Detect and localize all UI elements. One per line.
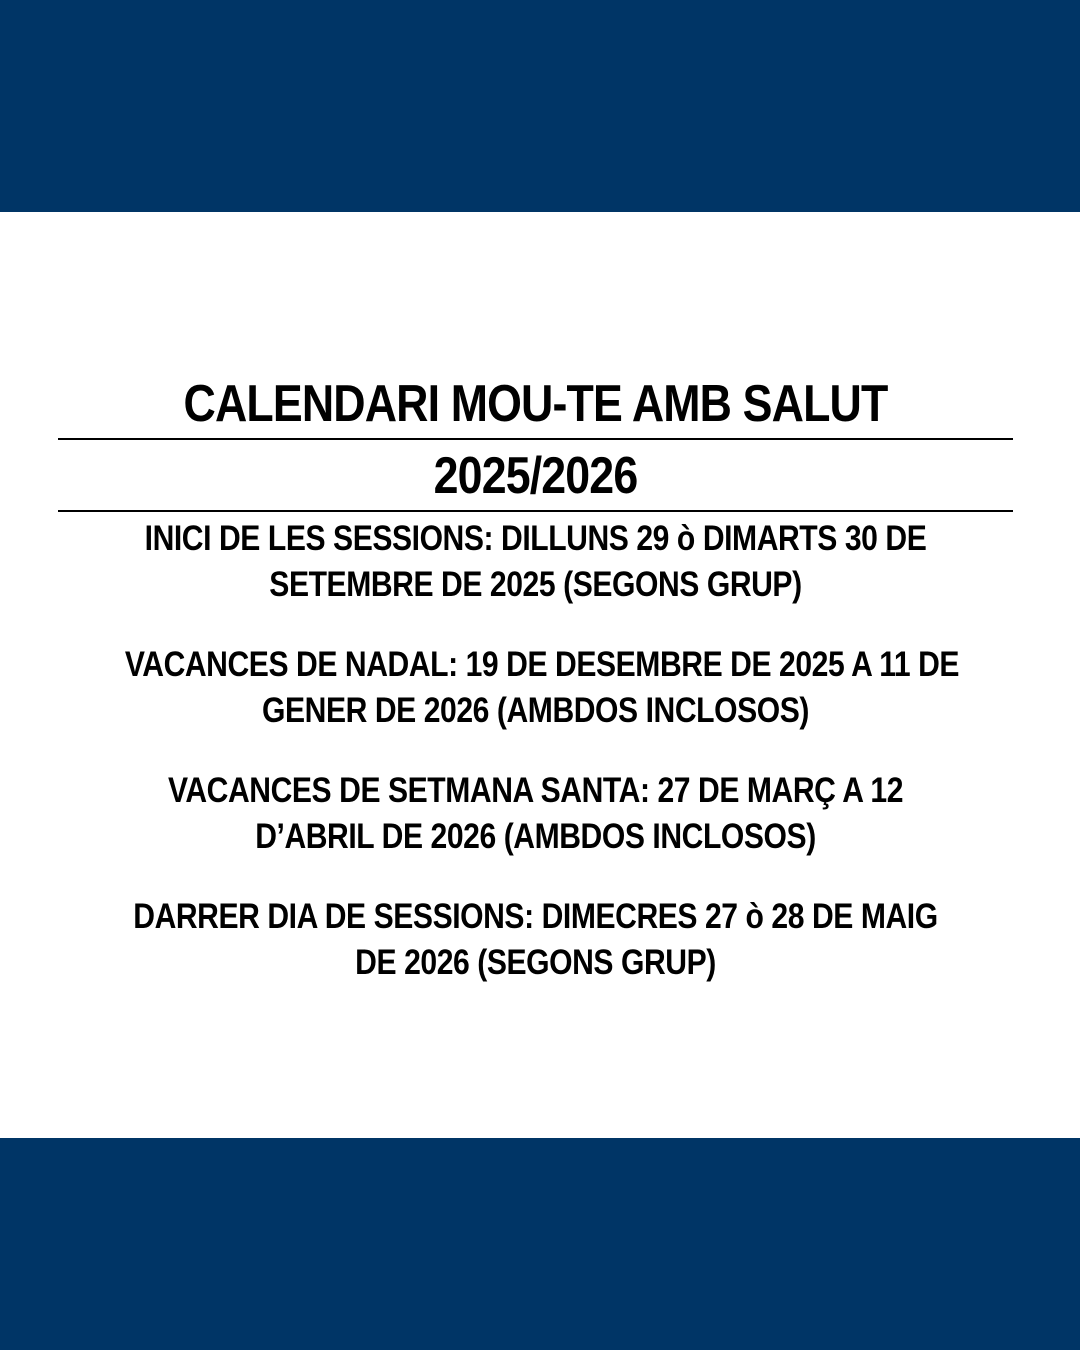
- top-banner: [0, 0, 1080, 212]
- christmas-holidays-item: [58, 642, 1013, 734]
- calendar-content: [58, 372, 1013, 986]
- session-start-line-1: INICI DE LES SESSIONS: DILLUNS 29 ò DIMARTS 30 DE: [144, 519, 927, 558]
- year-divider: [58, 510, 1013, 512]
- christmas-holidays-line-2: GENER DE 2026 (AMBDOS INCLOSOS): [262, 691, 809, 730]
- easter-holidays-line-1: VACANCES DE SETMANA SANTA: 27 DE MARÇ A 12: [167, 771, 904, 810]
- easter-holidays-item: [58, 768, 1013, 860]
- last-session-item: [58, 894, 1013, 986]
- last-session-line-1: DARRER DIA DE SESSIONS: DIMECRES 27 ò 28 DE MAIG: [133, 897, 938, 936]
- session-start-item: [58, 516, 1013, 608]
- session-start-line-2: SETEMBRE DE 2025 (SEGONS GRUP): [269, 565, 802, 604]
- bottom-banner: [0, 1138, 1080, 1350]
- page-title: CALENDARI MOU-TE AMB SALUT: [183, 375, 888, 433]
- christmas-holidays-line-1: VACANCES DE NADAL: 19 DE DESEMBRE DE 2025 A 11 DE: [124, 645, 960, 684]
- school-year: 2025/2026: [433, 447, 638, 505]
- last-session-line-2: DE 2026 (SEGONS GRUP): [355, 943, 716, 982]
- title-divider: [58, 438, 1013, 440]
- easter-holidays-line-2: D’ABRIL DE 2026 (AMBDOS INCLOSOS): [255, 817, 816, 856]
